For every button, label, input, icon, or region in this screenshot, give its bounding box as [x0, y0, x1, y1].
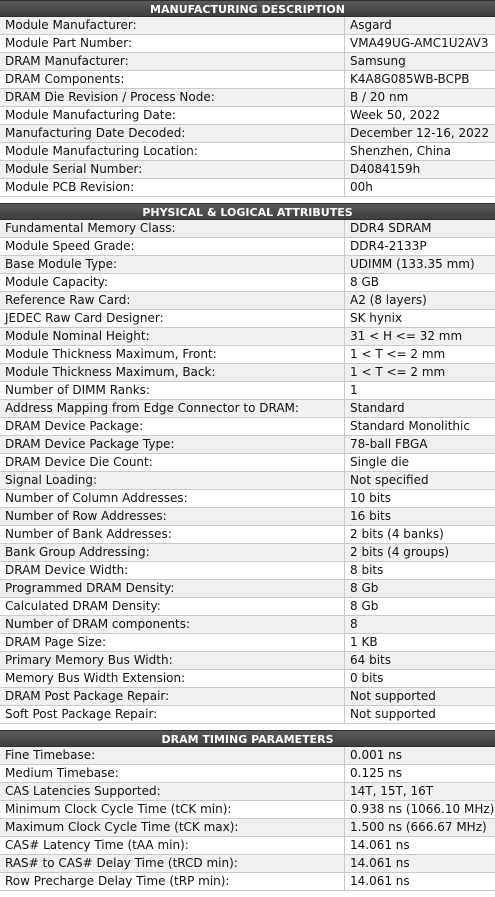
row-value: 31 < H <= 32 mm: [350, 329, 463, 343]
table-row: [0, 490, 495, 508]
table-row: [0, 220, 495, 238]
row-value: 1 < T <= 2 mm: [350, 347, 446, 361]
table-row: [0, 161, 495, 179]
row-label: DRAM Device Width:: [0, 562, 345, 579]
table-row: [0, 346, 495, 364]
table-row: [0, 238, 495, 256]
row-value: B / 20 nm: [350, 90, 409, 104]
table-row: [0, 274, 495, 292]
row-label: Number of DRAM components:: [0, 616, 345, 633]
table-row: [0, 508, 495, 526]
table-row: [0, 472, 495, 490]
row-value: 00h: [350, 180, 373, 194]
row-label: Module Manufacturing Location:: [0, 143, 345, 160]
table-row: [0, 179, 495, 197]
row-value: 64 bits: [350, 653, 391, 667]
table-row: [0, 143, 495, 161]
row-label: Module Nominal Height:: [0, 328, 345, 345]
row-label: Module Manufacturer:: [0, 17, 345, 34]
table-row: [0, 801, 495, 819]
table-row: [0, 400, 495, 418]
row-value: SK hynix: [350, 311, 403, 325]
row-value: VMA49UG-AMC1U2AV3: [350, 36, 489, 50]
row-label: Module PCB Revision:: [0, 179, 345, 196]
row-label: Module Serial Number:: [0, 161, 345, 178]
row-label: CAS# Latency Time (tAA min):: [0, 837, 345, 854]
row-label: Module Thickness Maximum, Back:: [0, 364, 345, 381]
table-row: [0, 580, 495, 598]
row-value: 0.001 ns: [350, 748, 403, 762]
row-label: DRAM Page Size:: [0, 634, 345, 651]
table-row: [0, 125, 495, 143]
row-label: Number of DIMM Ranks:: [0, 382, 345, 399]
row-value: 78-ball FBGA: [350, 437, 428, 451]
row-value: Shenzhen, China: [350, 144, 452, 158]
table-row: [0, 544, 495, 562]
row-label: Calculated DRAM Density:: [0, 598, 345, 615]
row-label: DRAM Post Package Repair:: [0, 688, 345, 705]
table-row: [0, 747, 495, 765]
row-label: DRAM Components:: [0, 71, 345, 88]
row-label: Module Thickness Maximum, Front:: [0, 346, 345, 363]
row-label: CAS Latencies Supported:: [0, 783, 345, 800]
row-value: Single die: [350, 455, 410, 469]
row-label: Primary Memory Bus Width:: [0, 652, 345, 669]
row-value: 0.938 ns (1066.10 MHz): [350, 802, 495, 816]
row-label: JEDEC Raw Card Designer:: [0, 310, 345, 327]
row-label: Module Manufacturing Date:: [0, 107, 345, 124]
row-value: 8 Gb: [350, 581, 379, 595]
row-label: DRAM Die Revision / Process Node:: [0, 89, 345, 106]
section-header-dram-timing: DRAM TIMING PARAMETERS: [0, 730, 495, 747]
row-value: 16 bits: [350, 509, 391, 523]
row-label: Reference Raw Card:: [0, 292, 345, 309]
row-value: D4084159h: [350, 162, 421, 176]
rows-physical-logical: [0, 220, 495, 724]
row-label: Fine Timebase:: [0, 747, 345, 764]
row-value: K4A8G085WB-BCPB: [350, 72, 470, 86]
row-label: Module Part Number:: [0, 35, 345, 52]
section-header-physical-logical: PHYSICAL & LOGICAL ATTRIBUTES: [0, 203, 495, 220]
row-value: 8: [350, 617, 358, 631]
table-row: [0, 819, 495, 837]
table-row: [0, 634, 495, 652]
row-label: Base Module Type:: [0, 256, 345, 273]
table-row: [0, 256, 495, 274]
row-value: 10 bits: [350, 491, 391, 505]
row-label: Number of Column Addresses:: [0, 490, 345, 507]
row-label: Fundamental Memory Class:: [0, 220, 345, 237]
row-value: 8 Gb: [350, 599, 379, 613]
table-row: [0, 89, 495, 107]
table-row: [0, 562, 495, 580]
row-value: Not supported: [350, 689, 436, 703]
table-row: [0, 310, 495, 328]
section-header-manufacturing: MANUFACTURING DESCRIPTION: [0, 0, 495, 17]
table-row: [0, 783, 495, 801]
table-row: [0, 107, 495, 125]
table-row: [0, 292, 495, 310]
table-row: [0, 328, 495, 346]
row-label: DRAM Device Package:: [0, 418, 345, 435]
row-value: Samsung: [350, 54, 406, 68]
row-label: Number of Bank Addresses:: [0, 526, 345, 543]
row-label: Minimum Clock Cycle Time (tCK min):: [0, 801, 345, 818]
table-row: [0, 873, 495, 891]
row-value: UDIMM (133.35 mm): [350, 257, 475, 271]
table-row: [0, 616, 495, 634]
row-value: 14T, 15T, 16T: [350, 784, 434, 798]
row-value: 14.061 ns: [350, 856, 410, 870]
row-value: Not supported: [350, 707, 436, 721]
row-value: 1.500 ns (666.67 MHz): [350, 820, 487, 834]
row-value: Standard Monolithic: [350, 419, 470, 433]
row-value: 8 bits: [350, 563, 384, 577]
row-value: DDR4 SDRAM: [350, 221, 432, 235]
row-value: 1 KB: [350, 635, 378, 649]
row-value: 14.061 ns: [350, 874, 410, 888]
row-label: Signal Loading:: [0, 472, 345, 489]
table-row: [0, 454, 495, 472]
rows-dram-timing: [0, 747, 495, 891]
table-row: [0, 837, 495, 855]
row-value: Not specified: [350, 473, 429, 487]
row-label: DRAM Manufacturer:: [0, 53, 345, 70]
row-value: 1: [350, 383, 358, 397]
row-value: A2 (8 layers): [350, 293, 427, 307]
row-value: 0 bits: [350, 671, 384, 685]
table-row: [0, 598, 495, 616]
row-label: Manufacturing Date Decoded:: [0, 125, 345, 142]
table-row: [0, 17, 495, 35]
row-label: Row Precharge Delay Time (tRP min):: [0, 873, 345, 890]
row-label: RAS# to CAS# Delay Time (tRCD min):: [0, 855, 345, 872]
row-label: Bank Group Addressing:: [0, 544, 345, 561]
table-row: [0, 418, 495, 436]
row-value: Asgard: [350, 18, 392, 32]
row-label: Module Capacity:: [0, 274, 345, 291]
table-row: [0, 436, 495, 454]
row-value: 2 bits (4 banks): [350, 527, 444, 541]
row-value: DDR4-2133P: [350, 239, 427, 253]
row-value: 0.125 ns: [350, 766, 403, 780]
row-label: Programmed DRAM Density:: [0, 580, 345, 597]
table-row: [0, 364, 495, 382]
row-value: 1 < T <= 2 mm: [350, 365, 446, 379]
row-value: December 12-16, 2022: [350, 126, 490, 140]
row-label: Medium Timebase:: [0, 765, 345, 782]
table-row: [0, 855, 495, 873]
table-row: [0, 35, 495, 53]
row-value: 14.061 ns: [350, 838, 410, 852]
row-value: 8 GB: [350, 275, 379, 289]
row-value: 2 bits (4 groups): [350, 545, 450, 559]
row-value: Week 50, 2022: [350, 108, 441, 122]
row-value: Standard: [350, 401, 405, 415]
row-label: Number of Row Addresses:: [0, 508, 345, 525]
row-label: Module Speed Grade:: [0, 238, 345, 255]
table-row: [0, 652, 495, 670]
table-row: [0, 382, 495, 400]
row-label: Soft Post Package Repair:: [0, 706, 345, 723]
table-row: [0, 688, 495, 706]
table-row: [0, 526, 495, 544]
row-label: DRAM Device Package Type:: [0, 436, 345, 453]
row-label: Memory Bus Width Extension:: [0, 670, 345, 687]
table-row: [0, 706, 495, 724]
table-row: [0, 71, 495, 89]
table-row: [0, 53, 495, 71]
row-label: DRAM Device Die Count:: [0, 454, 345, 471]
row-label: Maximum Clock Cycle Time (tCK max):: [0, 819, 345, 836]
row-label: Address Mapping from Edge Connector to DRAM:: [0, 400, 345, 417]
table-row: [0, 670, 495, 688]
table-row: [0, 765, 495, 783]
rows-manufacturing: [0, 17, 495, 197]
